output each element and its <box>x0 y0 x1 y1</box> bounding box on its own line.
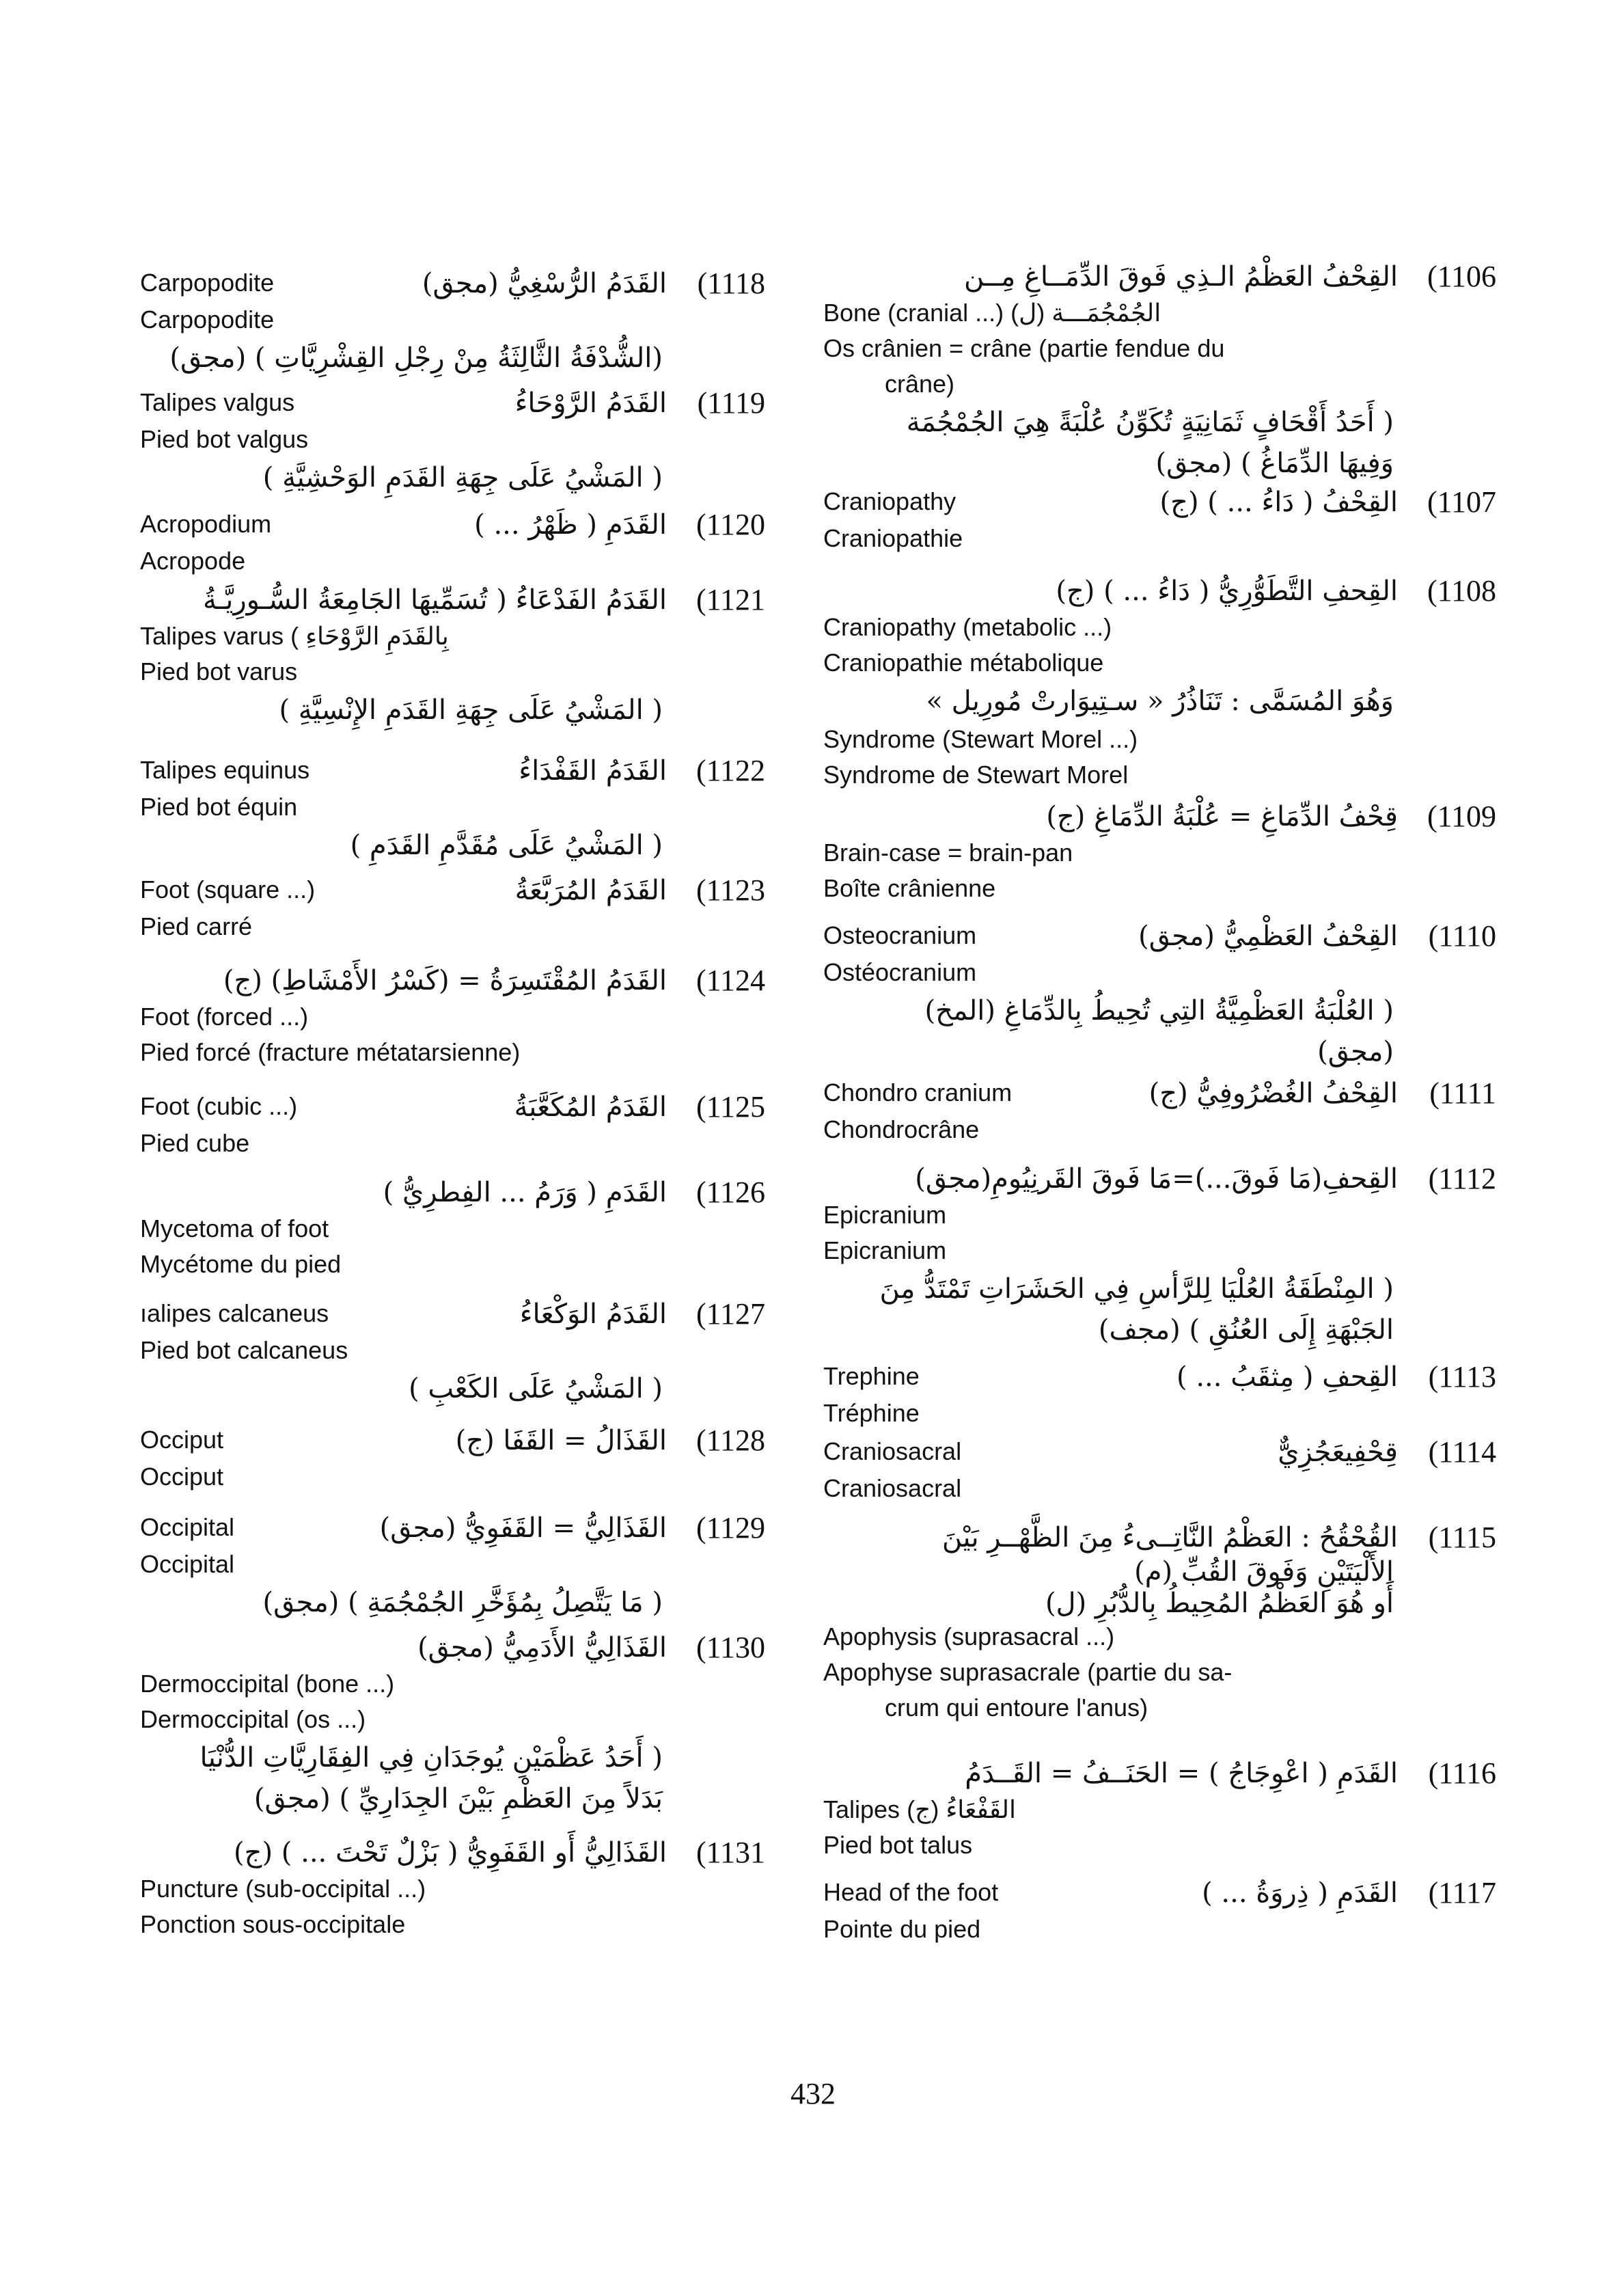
entry-1110 <box>823 918 1496 1075</box>
arabic-term: القَذَالِيُّ الأَدَمِيُّ (مجق) <box>417 1632 667 1663</box>
french-term-cont: crâne) <box>885 370 955 398</box>
latin-term: ıalipes calcaneus <box>140 1299 329 1327</box>
arabic-definition: ( أَحَدُ عَظْمَيْنِ يُوجَدَانِ فِي الفِقَارِيَّاتِ الدُّنْيَا <box>199 1742 663 1773</box>
arabic-term: القَدَمُ الرُّسْغِيُّ (مجق) <box>422 268 667 299</box>
entry-1128 <box>140 1422 765 1510</box>
french-term: Chondrocrâne <box>823 1115 980 1143</box>
latin-term: Talipes equinus <box>140 756 310 784</box>
entry-number: (1125 <box>696 1090 765 1124</box>
entry-number: (1117 <box>1428 1876 1496 1909</box>
latin-term: Craniopathy <box>823 487 956 515</box>
latin-term: Puncture (sub-occipital ...) <box>140 1875 426 1903</box>
latin-term: Talipes valgus <box>140 388 295 416</box>
french-term: Apophyse suprasacrale (partie du sa- <box>823 1658 1233 1686</box>
entry-1118 <box>140 265 765 385</box>
arabic-term: القَدَمُ الرَّوْحَاءُ <box>514 388 667 419</box>
latin-term: Carpopodite <box>140 269 275 297</box>
entry-number: (1126 <box>696 1175 765 1209</box>
latin-term: Brain-case = brain-pan <box>823 839 1073 867</box>
arabic-term: القَذَالِيُّ = القَفَوِيُّ (مجق) <box>379 1512 667 1544</box>
entry-1111 <box>823 1075 1496 1160</box>
entry-1119 <box>140 385 765 506</box>
latin-term: Foot (cubic ...) <box>140 1092 298 1120</box>
left-column <box>140 265 765 1944</box>
latin-term: Craniopathy (metabolic ...) <box>823 613 1112 641</box>
entry-1109 <box>823 798 1496 918</box>
arabic-term: القَدَمِ ( اعْوِجَاجُ ) = الحَنَــفُ = القَــدَمُ <box>965 1758 1398 1789</box>
entry-number: (1124 <box>696 964 765 997</box>
arabic-term: القَدَمُ الفَدْعَاءُ ( تُسَمِّيهَا الجَامِعَةُ السُّـورِيَّـةُ <box>203 584 667 616</box>
french-term: Occipital <box>140 1550 235 1578</box>
entry-number: (1109 <box>1427 800 1496 833</box>
latin-term: Dermoccipital (bone ...) <box>140 1670 395 1698</box>
french-term: Occiput <box>140 1463 224 1491</box>
arabic-definition: ( أَحَدُ أَقْحَافٍ ثَمَانِيَةٍ تُكَوِّنُ عُلْبَةً هِيَ الجُمْجُمَة <box>906 407 1394 438</box>
latin-term: Apophysis (suprasacral ...) <box>823 1622 1115 1650</box>
arabic-definition: ( المَشْيُ عَلَى جِهَةِ القَدَمِ الوَحْشِيَّةِ ) <box>262 462 663 493</box>
arabic-definition: ( مَا يَتَّصِلُ بِمُؤَخَّرِ الجُمْجُمَةِ ) (مجق) <box>262 1587 663 1618</box>
arabic-definition-cont: بَدَلاً مِنَ العَظْمِ بَيْنَ الجِدَارِيِّ ) (مجق) <box>253 1783 663 1814</box>
arabic-term: القَدَمُ المُقْتَسِرَةُ = (كَسْرُ الأَمْشَاطِ) (ج) <box>223 965 667 996</box>
latin-term: Trephine <box>823 1362 920 1390</box>
right-column <box>823 258 1496 1950</box>
arabic-term: القِحفِ ( مِثقَبُ ... ) <box>1176 1361 1398 1393</box>
french-term-syndrome: Syndrome de Stewart Morel <box>823 761 1129 789</box>
arabic-term: القِحفِ التَّطَوُّرِيُّ ( دَاءُ ... ) (ج) <box>1056 575 1398 607</box>
arabic-term: القَدَمُ المُرَبَّعَةُ <box>514 875 667 906</box>
entry-1116 <box>823 1755 1496 1875</box>
latin-term: Talipes varus ( بِالقَدَمِ الرَّوْحَاءِ <box>140 622 449 650</box>
french-term: Pied forcé (fracture métatarsienne) <box>140 1038 521 1066</box>
french-term: Pied bot équin <box>140 793 298 821</box>
latin-term: Foot (square ...) <box>140 875 316 903</box>
entry-1123 <box>140 872 765 962</box>
french-term-cont: crum qui entoure l'anus) <box>885 1694 1148 1722</box>
french-term: Ponction sous-occipitale <box>140 1910 406 1938</box>
french-term: Acropode <box>140 547 246 575</box>
latin-term: Occipital <box>140 1513 235 1541</box>
entry-number: (1108 <box>1427 574 1496 608</box>
entry-1126 <box>140 1174 765 1296</box>
entry-number: (1114 <box>1428 1435 1496 1469</box>
arabic-definition: الأَلْيَتَيْنِ وَفَوقَ القُبِّ (م) <box>1134 1556 1394 1588</box>
entry-1125 <box>140 1089 765 1174</box>
entry-number: (1106 <box>1427 260 1496 293</box>
entry-1117 <box>823 1875 1496 1950</box>
latin-term: Craniosacral <box>823 1437 962 1465</box>
arabic-term: قِحْفِيعَجُزِيٌّ <box>1278 1437 1398 1468</box>
entry-number: (1118 <box>697 267 765 300</box>
arabic-term: القَذَالُ = القَفَا (ج) <box>455 1425 667 1456</box>
arabic-term: القِحفِ(مَا فَوقَ...)=مَا فَوقَ القَرنِيُومِ(مجق) <box>915 1163 1398 1195</box>
entry-number: (1113 <box>1428 1360 1496 1393</box>
entry-number: (1128 <box>696 1424 765 1457</box>
latin-term-syndrome: Syndrome (Stewart Morel ...) <box>823 725 1138 753</box>
latin-term: Epicranium <box>823 1201 947 1229</box>
arabic-term: القَدَمُ الوَكْعَاءُ <box>519 1299 667 1330</box>
french-term: Pointe du pied <box>823 1915 981 1943</box>
french-term: Craniopathie métabolique <box>823 649 1104 677</box>
entry-number: (1131 <box>696 1836 765 1869</box>
arabic-term: القُحْقُحُ : العَظْمُ النَّاتِــىءُ مِنَ الظَّهْــرِ بَيْنَ <box>941 1522 1398 1553</box>
entry-1114 <box>823 1434 1496 1519</box>
entry-1131 <box>140 1834 765 1944</box>
entry-1130 <box>140 1629 765 1834</box>
page-number: 432 <box>790 2077 836 2110</box>
arabic-term: القِحْفُ العَظْمِيُّ (مجق) <box>1138 921 1398 952</box>
arabic-term: القَذَالِيُّ أَو القَفَوِيُّ ( بَزْلٌ تَحْتَ ... ) (ج) <box>234 1837 667 1868</box>
entry-number: (1120 <box>696 508 765 541</box>
arabic-term: القِحْفُ العَظْمُ الـذِي فَوقَ الدِّمَــاغِ مِــن <box>963 261 1398 293</box>
arabic-definition: ( المَشْيُ عَلَى الكَعْبِ ) <box>409 1373 663 1404</box>
latin-term: Chondro cranium <box>823 1078 1013 1106</box>
entry-1108 <box>823 573 1496 798</box>
entry-1122 <box>140 752 765 872</box>
latin-term: Foot (forced ...) <box>140 1003 309 1031</box>
french-term: Mycétome du pied <box>140 1250 342 1278</box>
french-term: Pied carré <box>140 912 253 940</box>
french-term: Carpopodite <box>140 305 275 334</box>
french-term: Craniopathie <box>823 524 963 552</box>
entry-number: (1107 <box>1427 485 1496 519</box>
entry-1120 <box>140 506 765 582</box>
entry-number: (1112 <box>1428 1162 1496 1195</box>
entry-1121 <box>140 582 765 752</box>
latin-term: Osteocranium <box>823 921 977 949</box>
arabic-definition: ( المَشْيُ عَلَى مُقَدَّمِ القَدَمِ ) <box>350 830 663 861</box>
entry-number: (1123 <box>696 873 765 907</box>
arabic-term: القِحْفُ ( دَاءُ ... ) (ج) <box>1159 487 1398 518</box>
arabic-term: القَدَمُ المُكَعَّبَةُ <box>514 1091 667 1123</box>
latin-term: Mycetoma of foot <box>140 1214 329 1242</box>
entry-1127 <box>140 1296 765 1422</box>
arabic-definition: ( العُلْبَةُ العَظْمِيَّةُ التِي تُحِيطُ بِالدِّمَاغِ (المخ) <box>924 995 1394 1027</box>
entry-number: (1129 <box>696 1511 765 1545</box>
arabic-term: قِحْفُ الدِّمَاغِ = عُلْبَةُ الدِّمَاغِ (ج) <box>1046 801 1398 832</box>
arabic-definition: ( المَشْيُ عَلَى جِهَةِ القَدَمِ الإِنْسِيَّةِ ) <box>279 694 663 726</box>
entry-1124 <box>140 962 765 1089</box>
entry-1115 <box>823 1519 1496 1755</box>
latin-term: Bone (cranial ...) (ل) الجُمْجُمَـــة <box>823 299 1161 327</box>
entry-1106 <box>823 258 1496 484</box>
entry-number: (1127 <box>696 1297 765 1331</box>
entry-number: (1111 <box>1429 1076 1496 1110</box>
french-term: Craniosacral <box>823 1474 962 1502</box>
latin-term: Acropodium <box>140 510 272 538</box>
entry-number: (1121 <box>696 583 765 616</box>
arabic-definition: وَهُوَ المُسَمَّى : تَنَاذُرُ « سـتِيوَارتْ مُورِيل » <box>926 685 1394 717</box>
arabic-definition-cont: (مجق) <box>1317 1036 1394 1068</box>
french-term: Pied bot calcaneus <box>140 1336 348 1364</box>
entry-number: (1119 <box>697 386 765 420</box>
french-term: Epicranium <box>823 1236 947 1264</box>
arabic-definition: ( المِنْطَقَةُ العُلْيَا لِلرَّأسِ فِي الحَشَرَاتِ تَمْتَدُّ مِنَ <box>879 1273 1394 1305</box>
french-term: Dermoccipital (os ...) <box>140 1705 366 1733</box>
latin-term: Occiput <box>140 1426 224 1454</box>
arabic-definition: (الشُّدْفَةُ الثَّالِثَةُ مِنْ رِجْلِ القِشْرِيَّاتِ ) (مجق) <box>169 342 663 374</box>
french-term: Boîte crânienne <box>823 874 996 902</box>
french-term: Pied cube <box>140 1129 250 1157</box>
arabic-term: القَدَمِ ( ظَهْرُ ... ) <box>474 509 667 541</box>
entry-number: (1116 <box>1428 1756 1496 1790</box>
french-term: Tréphine <box>823 1399 920 1427</box>
french-term: Pied bot talus <box>823 1831 973 1859</box>
entry-1113 <box>823 1359 1496 1434</box>
latin-term: Talipes (ج) القَفْعَاءُ <box>823 1795 1016 1823</box>
entry-number: (1122 <box>696 754 765 787</box>
entry-number: (1115 <box>1428 1521 1496 1554</box>
entry-1107 <box>823 484 1496 573</box>
french-term: Ostéocranium <box>823 958 977 986</box>
entry-1112 <box>823 1160 1496 1359</box>
arabic-definition-cont: وَفِيهَا الدِّمَاغُ ) (مجق) <box>1155 448 1394 479</box>
arabic-definition-cont: أَو هُوَ العَظْمُ المُحِيطُ بِالدُّبُرِ (ل) <box>1045 1588 1394 1619</box>
latin-term: Head of the foot <box>823 1878 999 1906</box>
french-term: Os crânien = crâne (partie fendue du <box>823 334 1225 362</box>
arabic-term: القِحْفُ الغُضْرُوفِيُّ (ج) <box>1148 1078 1398 1109</box>
french-term: Pied bot valgus <box>140 425 309 453</box>
french-term: Pied bot varus <box>140 657 298 685</box>
arabic-term: القَدَمِ ( ذِروَةُ ... ) <box>1202 1877 1398 1909</box>
arabic-term: القَدَمِ ( وَرَمُ ... الفِطرِيُّ ) <box>383 1177 667 1208</box>
arabic-term: القَدَمُ القَفْدَاءُ <box>519 755 667 787</box>
arabic-definition-cont: الجَبْهَةِ إِلَى العُنُقِ ) (مجف) <box>1098 1314 1394 1346</box>
entry-number: (1130 <box>696 1631 765 1664</box>
entry-1129 <box>140 1510 765 1629</box>
entry-number: (1110 <box>1428 919 1496 953</box>
